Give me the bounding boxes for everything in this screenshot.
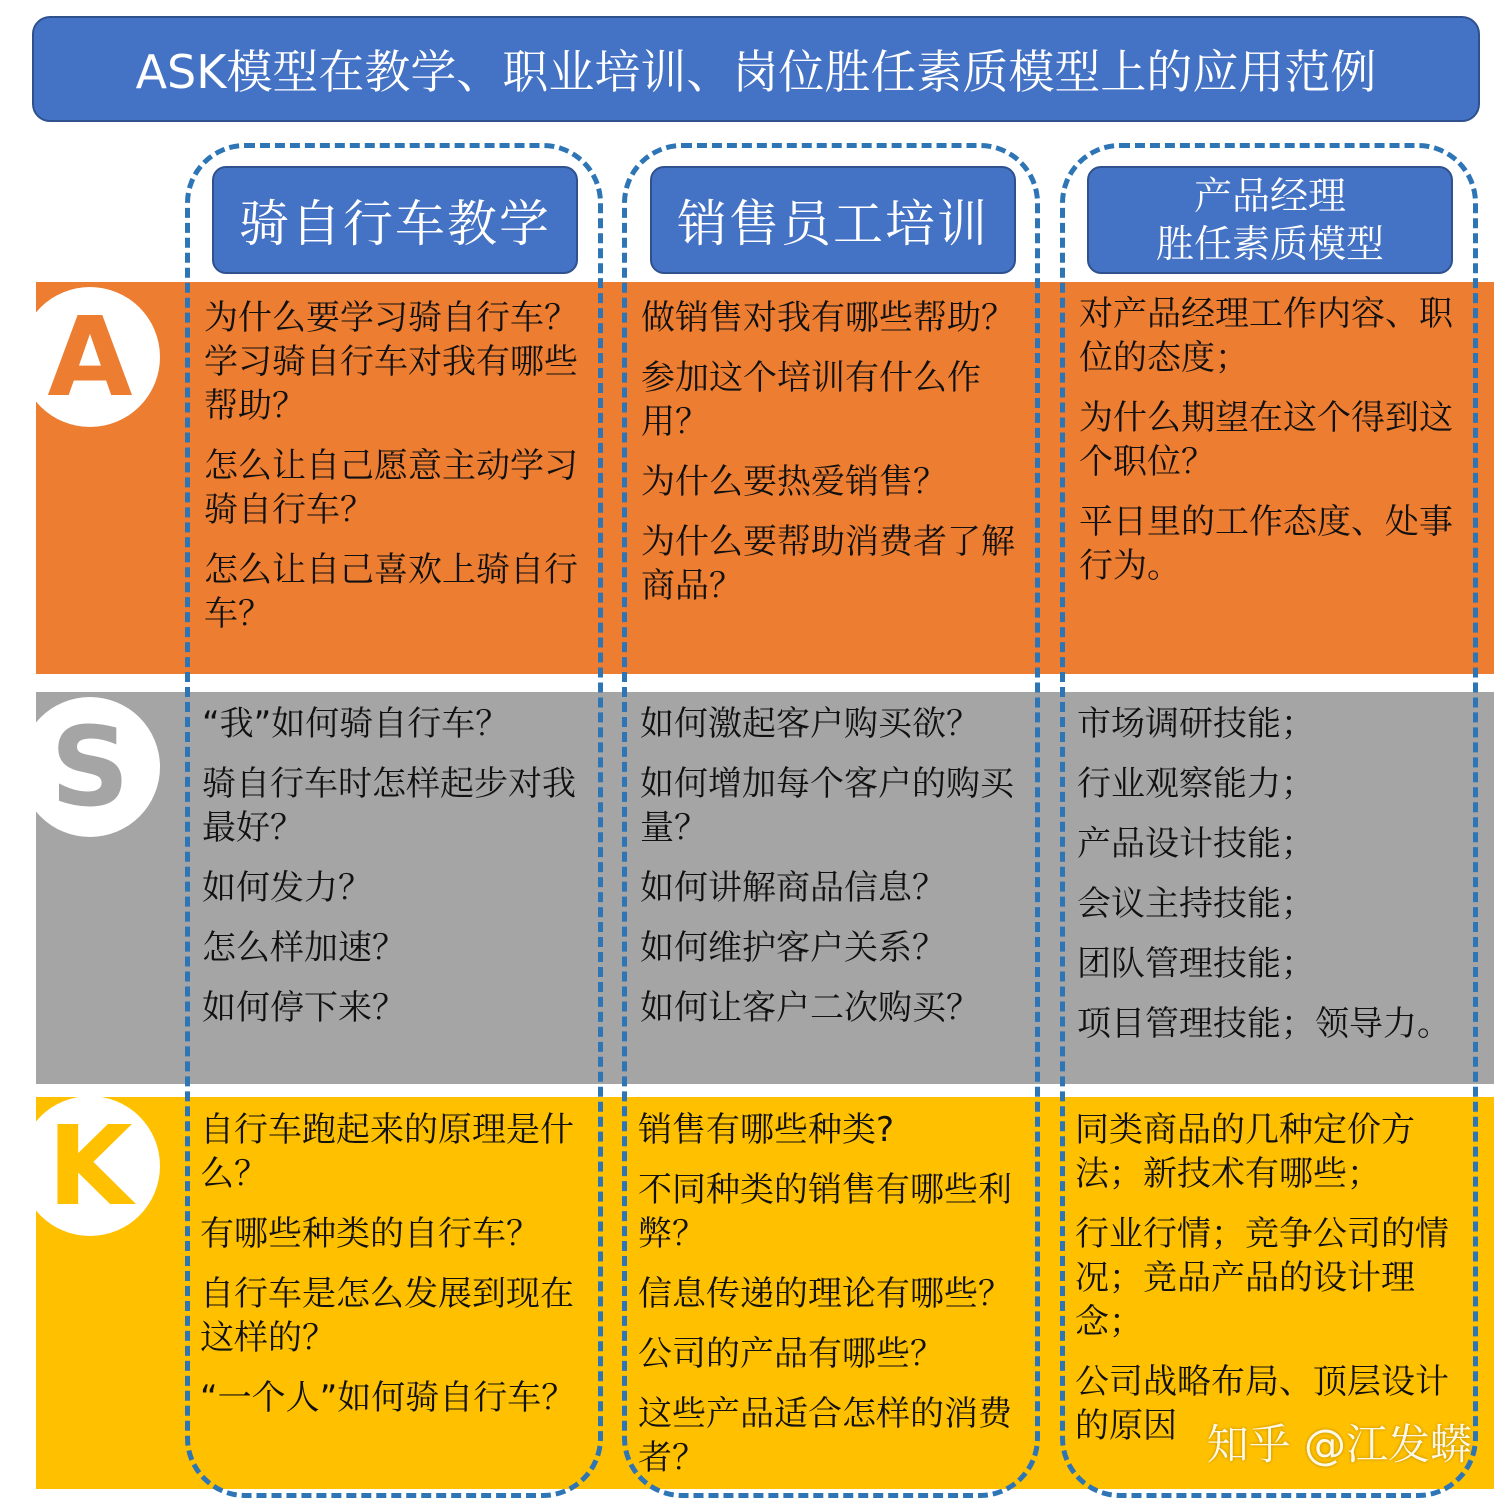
list-item: 如何让客户二次购买？ — [640, 988, 980, 1028]
cell-bike-attitude — [204, 296, 596, 652]
list-item: 不同种类的销售有哪些利弊？ — [638, 1170, 1012, 1254]
list-item: 产品设计技能； — [1077, 824, 1315, 864]
list-item: “一个人”如何骑自行车？ — [200, 1378, 576, 1418]
column-header-sales — [650, 166, 1016, 274]
cell-pm-skill — [1077, 702, 1477, 1062]
list-item: 如何讲解商品信息？ — [640, 868, 946, 908]
list-item: 骑自行车时怎样起步对我最好？ — [202, 764, 576, 848]
list-item: “我”如何骑自行车？ — [202, 704, 510, 744]
cell-bike-skill — [202, 702, 594, 1046]
list-item: 这些产品适合怎样的消费者？ — [638, 1394, 1012, 1478]
list-item: 自行车是怎么发展到现在这样的？ — [200, 1274, 574, 1358]
row-letter-a: A — [20, 287, 160, 427]
list-item: 为什么要热爱销售？ — [641, 462, 947, 502]
list-item: 如何停下来？ — [202, 988, 406, 1028]
column-header-bike-text: 骑自行车教学 — [239, 195, 551, 253]
list-item: 为什么要学习骑自行车？学习骑自行车对我有哪些帮助？ — [204, 298, 578, 426]
list-item: 行业观察能力； — [1077, 764, 1315, 804]
list-item: 如何发力？ — [202, 868, 372, 908]
list-item: 如何维护客户关系？ — [640, 928, 946, 968]
list-item: 项目管理技能；领导力。 — [1077, 1004, 1451, 1044]
list-item: 自行车跑起来的原理是什么？ — [200, 1110, 574, 1194]
cell-bike-knowledge — [200, 1108, 592, 1436]
list-item: 行业行情；竞争公司的情况；竞品产品的设计理念； — [1075, 1214, 1449, 1342]
list-item: 信息传递的理论有哪些？ — [638, 1274, 1012, 1314]
row-letter-k: K — [20, 1096, 160, 1236]
cell-sales-attitude — [641, 296, 1033, 624]
list-item: 为什么要帮助消费者了解商品？ — [641, 522, 1015, 606]
cell-pm-knowledge — [1075, 1108, 1467, 1464]
column-header-pm-line2: 胜任素质模型 — [1155, 222, 1384, 266]
list-item: 怎么让自己愿意主动学习骑自行车？ — [204, 446, 578, 530]
column-header-pm-line1: 产品经理 — [1193, 174, 1346, 218]
list-item: 会议主持技能； — [1077, 884, 1315, 924]
list-item: 怎么样加速？ — [202, 928, 406, 968]
list-item: 如何增加每个客户的购买量？ — [640, 764, 1014, 848]
list-item: 怎么让自己喜欢上骑自行车？ — [204, 550, 578, 634]
column-header-bike — [212, 166, 578, 274]
list-item: 平日里的工作态度、处事行为。 — [1079, 502, 1453, 586]
row-letter-s: S — [20, 697, 160, 837]
list-item: 参加这个培训有什么作用？ — [641, 358, 981, 442]
list-item: 做销售对我有哪些帮助？ — [641, 298, 1015, 338]
list-item: 对产品经理工作内容、职位的态度； — [1079, 294, 1453, 378]
list-item: 公司的产品有哪些？ — [638, 1334, 944, 1374]
watermark: 知乎 @江发蟒 — [1206, 1420, 1472, 1469]
page-title: ASK模型在教学、职业培训、岗位胜任素质模型上的应用范例 — [32, 16, 1480, 122]
list-item: 同类商品的几种定价方法；新技术有哪些； — [1075, 1110, 1415, 1194]
list-item: 有哪些种类的自行车？ — [200, 1214, 540, 1254]
list-item: 为什么期望在这个得到这个职位？ — [1079, 398, 1453, 482]
column-header-pm — [1087, 166, 1453, 274]
list-item: 如何激起客户购买欲？ — [640, 704, 980, 744]
cell-pm-attitude — [1079, 292, 1471, 604]
column-header-sales-text: 销售员工培训 — [677, 195, 989, 253]
list-item: 销售有哪些种类? — [638, 1110, 895, 1150]
list-item: 团队管理技能； — [1077, 944, 1315, 984]
cell-sales-skill — [640, 702, 1032, 1046]
list-item: 公司战略布局、顶层设计的原因 — [1075, 1362, 1449, 1446]
list-item: 市场调研技能； — [1077, 704, 1315, 744]
cell-sales-knowledge — [638, 1108, 1030, 1496]
